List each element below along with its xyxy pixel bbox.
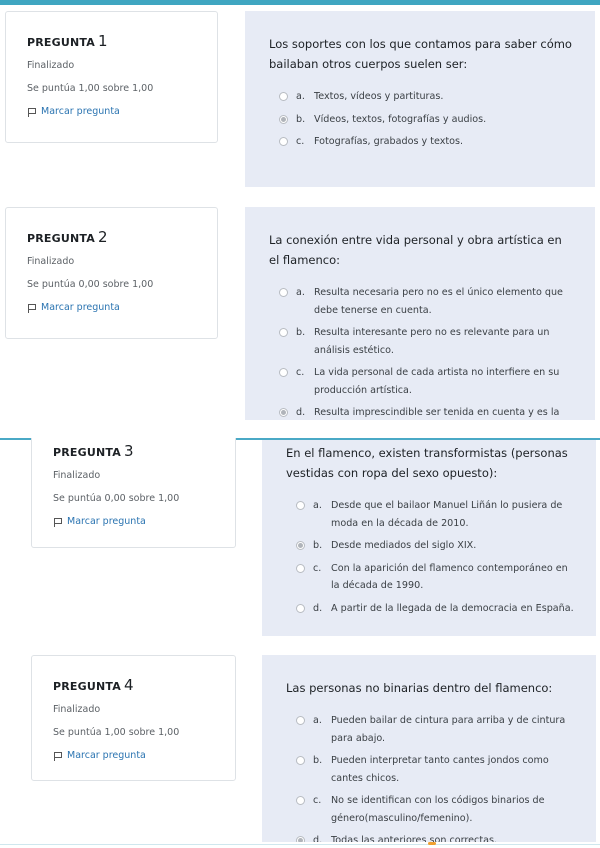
question-text: Los soportes con los que contamos para saber cómo bailaban otros cuerpos suelen ser: — [269, 37, 572, 71]
question-content-2 — [245, 207, 595, 420]
answer-letter: b. — [296, 113, 306, 125]
answer-option[interactable] — [269, 88, 573, 106]
answer-text: Pueden interpretar tanto cantes jondos como cantes chicos. — [331, 755, 549, 784]
answer-letter: b. — [313, 755, 323, 766]
question-number: 4 — [123, 676, 134, 694]
flag-icon — [27, 303, 36, 313]
answer-text: Resulta necesaria pero no es el único elemento que debe tenerse en cuenta. — [314, 287, 563, 316]
question-state: Finalizado — [27, 256, 75, 267]
answer-option[interactable] — [286, 792, 574, 827]
answer-letter: c. — [313, 795, 322, 806]
radio-button[interactable] — [279, 328, 288, 337]
answer-text: Resulta imprescindible ser tenida en cuenta y es la — [314, 407, 560, 418]
answer-option[interactable] — [286, 537, 574, 555]
question-heading — [27, 32, 197, 50]
bottom-rule — [0, 844, 600, 845]
answer-letter: a. — [296, 91, 305, 102]
question-grade: Se puntúa 0,00 sobre 1,00 — [27, 279, 154, 290]
answer-text: Pueden bailar de cintura para arriba y de cintura para abajo. — [331, 715, 566, 744]
answer-letter: a. — [296, 287, 305, 298]
answer-text: Fotografías, grabados y textos. — [314, 136, 464, 147]
radio-button[interactable] — [279, 137, 288, 146]
answer-text: No se identifican con los códigos binarios de género(masculino/femenino). — [331, 795, 545, 824]
question-info-1 — [5, 11, 218, 143]
question-grade: Se puntúa 1,00 sobre 1,00 — [27, 83, 154, 94]
answer-letter: d. — [313, 602, 323, 614]
answer-option[interactable] — [269, 133, 573, 151]
answer-option[interactable] — [269, 364, 573, 399]
answer-letter: c. — [296, 136, 305, 147]
question-info-2 — [5, 207, 218, 339]
answer-option[interactable] — [269, 404, 573, 420]
answer-list — [269, 284, 573, 420]
flag-icon — [27, 107, 36, 117]
question-text: En el flamenco, existen transformistas (personas vestidas con ropa del sexo opuesto): — [286, 446, 568, 480]
answer-list — [269, 88, 573, 151]
question-content-1 — [245, 11, 595, 187]
answer-option[interactable] — [286, 560, 574, 595]
radio-button-selected[interactable] — [296, 541, 305, 550]
answer-option[interactable] — [269, 111, 573, 129]
question-state: Finalizado — [53, 470, 101, 481]
flag-icon — [53, 517, 62, 527]
answer-text: A partir de la llegada de la democracia en España. — [331, 602, 574, 614]
flag-question-link[interactable] — [27, 106, 197, 117]
radio-button-selected[interactable] — [279, 115, 288, 124]
question-number: 2 — [97, 228, 108, 246]
answer-option[interactable] — [286, 752, 574, 787]
answer-list — [286, 497, 574, 617]
question-content-4 — [262, 655, 596, 842]
flag-question-link[interactable] — [27, 302, 197, 313]
question-heading — [27, 228, 197, 246]
flag-question-label: Marcar pregunta — [41, 302, 120, 313]
top-accent-bar — [0, 0, 600, 5]
radio-button[interactable] — [296, 716, 305, 725]
answer-letter: d. — [313, 835, 323, 842]
flag-question-link[interactable] — [53, 750, 215, 761]
answer-option[interactable] — [286, 497, 574, 532]
answer-letter: d. — [296, 407, 306, 418]
flag-question-link[interactable] — [53, 516, 215, 527]
question-text: La conexión entre vida personal y obra artística en el flamenco: — [269, 233, 562, 267]
answer-text: La vida personal de cada artista no interfiere en su producción artística. — [314, 367, 560, 396]
answer-letter: a. — [313, 500, 322, 511]
radio-button[interactable] — [279, 368, 288, 377]
scroll-indicator — [428, 842, 436, 845]
answer-text: Desde mediados del siglo XIX. — [331, 540, 477, 551]
question-label: PREGUNTA — [53, 680, 121, 693]
answer-text: Todas las anteriores son correctas. — [331, 835, 498, 842]
radio-button-selected[interactable] — [279, 408, 288, 417]
question-label: PREGUNTA — [53, 446, 121, 459]
radio-button[interactable] — [296, 604, 305, 613]
answer-option[interactable] — [286, 600, 574, 618]
answer-text: Resulta interesante pero no es relevante para un análisis estético. — [314, 327, 550, 356]
question-heading — [53, 676, 215, 694]
radio-button[interactable] — [279, 92, 288, 101]
question-content-3 — [262, 440, 596, 636]
radio-button[interactable] — [296, 564, 305, 573]
question-state: Finalizado — [27, 60, 75, 71]
flag-question-label: Marcar pregunta — [41, 106, 120, 117]
flag-question-label: Marcar pregunta — [67, 750, 146, 761]
question-label: PREGUNTA — [27, 36, 95, 49]
radio-button-selected[interactable] — [296, 836, 305, 842]
question-text: Las personas no binarias dentro del flamenco: — [286, 681, 553, 695]
question-label: PREGUNTA — [27, 232, 95, 245]
answer-letter: c. — [313, 562, 322, 574]
answer-option[interactable] — [269, 324, 573, 359]
answer-text: Con la aparición del flamenco contemporáneo en la década de 1990. — [331, 562, 568, 591]
question-number: 1 — [97, 32, 108, 50]
answer-option[interactable] — [286, 832, 574, 842]
question-number: 3 — [123, 442, 134, 460]
question-heading — [53, 442, 215, 460]
answer-letter: b. — [313, 540, 323, 551]
answer-letter: a. — [313, 715, 322, 726]
flag-icon — [53, 751, 62, 761]
answer-letter: c. — [296, 367, 305, 378]
radio-button[interactable] — [296, 501, 305, 510]
radio-button[interactable] — [279, 288, 288, 297]
answer-list — [286, 712, 574, 842]
radio-button[interactable] — [296, 756, 305, 765]
answer-letter: b. — [296, 327, 306, 338]
answer-option[interactable] — [269, 284, 573, 319]
answer-text: Vídeos, textos, fotografías y audios. — [314, 113, 487, 125]
question-info-4 — [31, 655, 236, 781]
question-grade: Se puntúa 0,00 sobre 1,00 — [53, 493, 180, 504]
question-state: Finalizado — [53, 704, 101, 715]
question-info-3 — [31, 438, 236, 548]
answer-text: Desde que el bailaor Manuel Liñán lo pusiera de moda en la década de 2010. — [331, 500, 563, 529]
answer-option[interactable] — [286, 712, 574, 747]
flag-question-label: Marcar pregunta — [67, 516, 146, 527]
radio-button[interactable] — [296, 796, 305, 805]
question-grade: Se puntúa 1,00 sobre 1,00 — [53, 727, 180, 738]
answer-text: Textos, vídeos y partituras. — [314, 91, 444, 102]
